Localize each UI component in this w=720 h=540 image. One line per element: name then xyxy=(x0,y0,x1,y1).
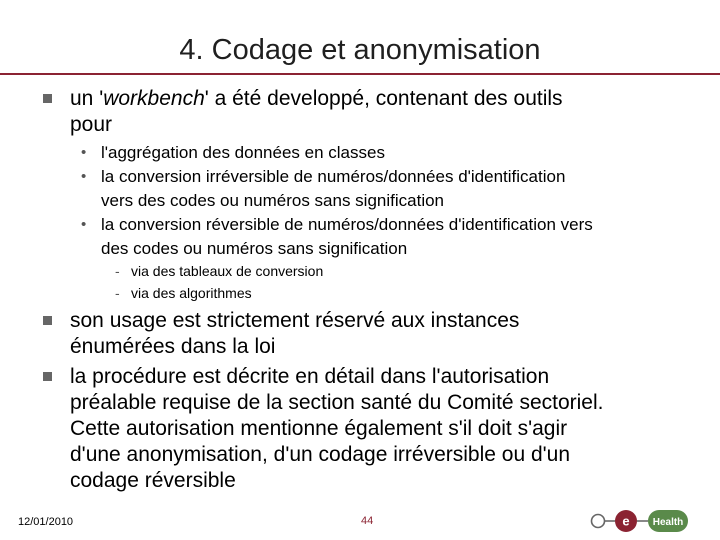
footer-date: 12/01/2010 xyxy=(18,516,74,528)
bullet-workbench xyxy=(70,86,700,138)
bullet-line: préalable requise de la section santé du Comité sectoriel. xyxy=(70,391,604,414)
dash-bullet-icon: - xyxy=(115,285,120,301)
sub-sub-bullet-text: via des algorithmes xyxy=(131,285,252,301)
dot-bullet-icon: • xyxy=(81,168,87,185)
sub-bullet-text: vers des codes ou numéros sans signification xyxy=(101,191,445,210)
slide-title: 4. Codage et anonymisation xyxy=(179,34,541,66)
bullet-line xyxy=(70,86,700,112)
ehealth-logo-icon xyxy=(590,506,690,536)
page-number: 44 xyxy=(361,515,374,527)
dot-bullet-icon: • xyxy=(81,144,87,161)
sub-bullet-text: la conversion réversible de numéros/données d'identification vers xyxy=(101,215,593,234)
sub-sub-bullet-algorithms xyxy=(115,282,691,304)
bullet-line: Cette autorisation mentionne également s'il doit s'agir xyxy=(70,417,568,440)
sub-bullet-text: la conversion irréversible de numéros/données d'identification xyxy=(101,167,566,186)
sub-bullet-aggregation xyxy=(81,141,701,165)
bullet-line: pour xyxy=(70,113,113,136)
bullet-text: un ' xyxy=(70,87,104,110)
dash-bullet-icon: - xyxy=(115,263,120,279)
bullet-line: la procédure est décrite en détail dans l'autorisation xyxy=(70,365,550,388)
bullet-line: codage réversible xyxy=(70,469,236,492)
logo-e-text: e xyxy=(622,513,630,529)
sub-bullet-reversible xyxy=(81,213,701,261)
title-underline xyxy=(0,73,720,75)
bullet-usage xyxy=(70,308,700,360)
bullet-line: énumérées dans la loi xyxy=(70,335,276,358)
logo-health-text: Health xyxy=(652,517,684,528)
square-bullet-icon xyxy=(43,372,52,381)
bullet-italic-text: workbench xyxy=(103,87,205,110)
bullet-text: ' a été developpé, contenant des outils xyxy=(204,87,563,110)
sub-sub-bullet-text: via des tableaux de conversion xyxy=(131,263,324,279)
logo-ring xyxy=(592,515,605,528)
square-bullet-icon xyxy=(43,316,52,325)
bullet-line: d'une anonymisation, d'un codage irréversible ou d'un xyxy=(70,443,571,466)
sub-bullet-text: des codes ou numéros sans signification xyxy=(101,239,408,258)
sub-bullet-text: l'aggrégation des données en classes xyxy=(101,143,385,162)
square-bullet-icon xyxy=(43,94,52,103)
bullet-procedure xyxy=(70,364,700,494)
sub-bullet-irreversible xyxy=(81,165,701,213)
sub-sub-bullet-tables xyxy=(115,260,691,282)
dot-bullet-icon: • xyxy=(81,216,87,233)
bullet-line: son usage est strictement réservé aux instances xyxy=(70,309,520,332)
